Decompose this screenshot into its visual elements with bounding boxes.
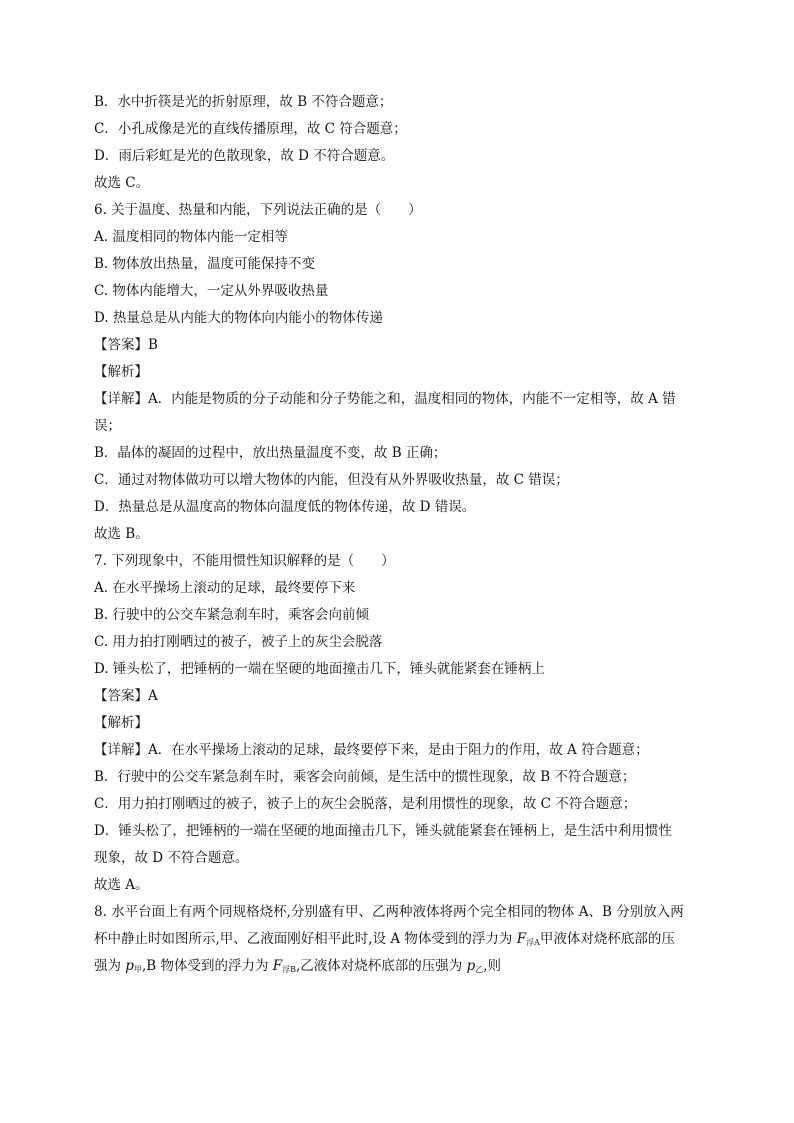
q6-detail-a-line1: 【详解】A．内能是物质的分子动能和分子势能之和，温度相同的物体，内能不一定相等，故 A 错: [94, 391, 676, 407]
subscript-yi: 乙: [475, 965, 484, 974]
q6-option-a: A. 温度相同的物体内能一定相等: [94, 229, 288, 245]
q7-option-c: C. 用力拍打刚晒过的被子，被子上的灰尘会脱落: [94, 634, 383, 650]
q6-option-d: D. 热量总是从内能大的物体向内能小的物体传递: [94, 310, 383, 326]
q7-stem: 7. 下列现象中，不能用惯性知识解释的是（ ）: [94, 553, 395, 569]
q7-detail-d-line2: 现象，故 D 不符合题意。: [94, 850, 249, 866]
q6-conclusion: 故选 B。: [94, 526, 149, 542]
q8-text: ,B 物体受到的浮力为: [141, 958, 273, 974]
q7-detail-b: B．行驶中的公交车紧急刹车时，乘客会向前倾，是生活中的惯性现象，故 B 不符合题意；: [94, 769, 636, 785]
symbol-pressure: p: [466, 958, 476, 974]
q8-stem-line2: [94, 930, 675, 952]
q7-detail-a: 【详解】A．在水平操场上滚动的足球，最终要停下来，是由于阻力的作用，故 A 符合题意；: [94, 742, 649, 758]
q7-conclusion: 故选 A。: [94, 877, 149, 893]
subscript-jia: 甲: [133, 965, 142, 974]
q6-analysis-heading: 【解析】: [94, 364, 148, 380]
q8-text: 杯中静止时如图所示,甲、乙液面刚好相平此时,设 A 物体受到的浮力为: [94, 931, 517, 947]
q7-answer: 【答案】A: [94, 688, 158, 704]
symbol-force: F: [516, 931, 527, 947]
q6-answer: 【答案】B: [94, 337, 158, 353]
q7-detail-c: C．用力拍打刚晒过的被子，被子上的灰尘会脱落，是利用惯性的现象，故 C 不符合题意；: [94, 796, 637, 812]
q7-analysis-heading: 【解析】: [94, 715, 148, 731]
q5-option-b-explanation: B．水中折筷是光的折射原理，故 B 不符合题意；: [94, 94, 393, 110]
q8-text: 甲液体对烧杯底部的压: [539, 931, 675, 947]
symbol-pressure: p: [125, 958, 134, 974]
q8-stem-line3: [94, 957, 501, 979]
q6-option-b: B. 物体放出热量，温度可能保持不变: [94, 256, 316, 272]
q8-text: ,则: [483, 958, 502, 974]
q8-stem-line1: 8. 水平台面上有两个同规格烧杯,分别盛有甲、乙两种液体将两个完全相同的物体 A、B 分别放入两: [94, 904, 684, 920]
q7-detail-d-line1: D．锤头松了，把锤柄的一端在坚硬的地面撞击几下，锤头就能紧套在锤柄上，是生活中利用惯性: [94, 823, 672, 839]
q6-detail-a-line2: 误；: [94, 418, 121, 434]
q8-text: ,乙液体对烧杯底部的压强为: [296, 958, 467, 974]
symbol-force: F: [272, 958, 283, 974]
q6-detail-b: B．晶体的凝固的过程中，放出热量温度不变，故 B 正确；: [94, 445, 447, 461]
subscript-buoyancy-a: 浮A: [526, 938, 540, 947]
q6-detail-c: C．通过对物体做功可以增大物体的内能，但没有从外界吸收热量，故 C 错误；: [94, 472, 569, 488]
q7-option-a: A. 在水平操场上滚动的足球，最终要停下来: [94, 580, 356, 596]
q5-conclusion: 故选 C。: [94, 175, 150, 191]
q7-option-b: B. 行驶中的公交车紧急刹车时，乘客会向前倾: [94, 607, 370, 623]
q6-option-c: C. 物体内能增大，一定从外界吸收热量: [94, 283, 329, 299]
q6-stem: 6. 关于温度、热量和内能，下列说法正确的是（ ）: [94, 202, 422, 218]
q6-detail-d: D．热量总是从温度高的物体向温度低的物体传递，故 D 错误。: [94, 499, 476, 515]
q8-text: 强为: [94, 958, 126, 974]
q5-option-d-explanation: D．雨后彩虹是光的色散现象，故 D 不符合题意。: [94, 148, 395, 164]
q5-option-c-explanation: C．小孔成像是光的直线传播原理，故 C 符合题意；: [94, 121, 407, 137]
q7-option-d: D. 锤头松了，把锤柄的一端在坚硬的地面撞击几下，锤头就能紧套在锤柄上: [94, 661, 545, 677]
subscript-buoyancy-b: 浮B: [282, 965, 297, 974]
